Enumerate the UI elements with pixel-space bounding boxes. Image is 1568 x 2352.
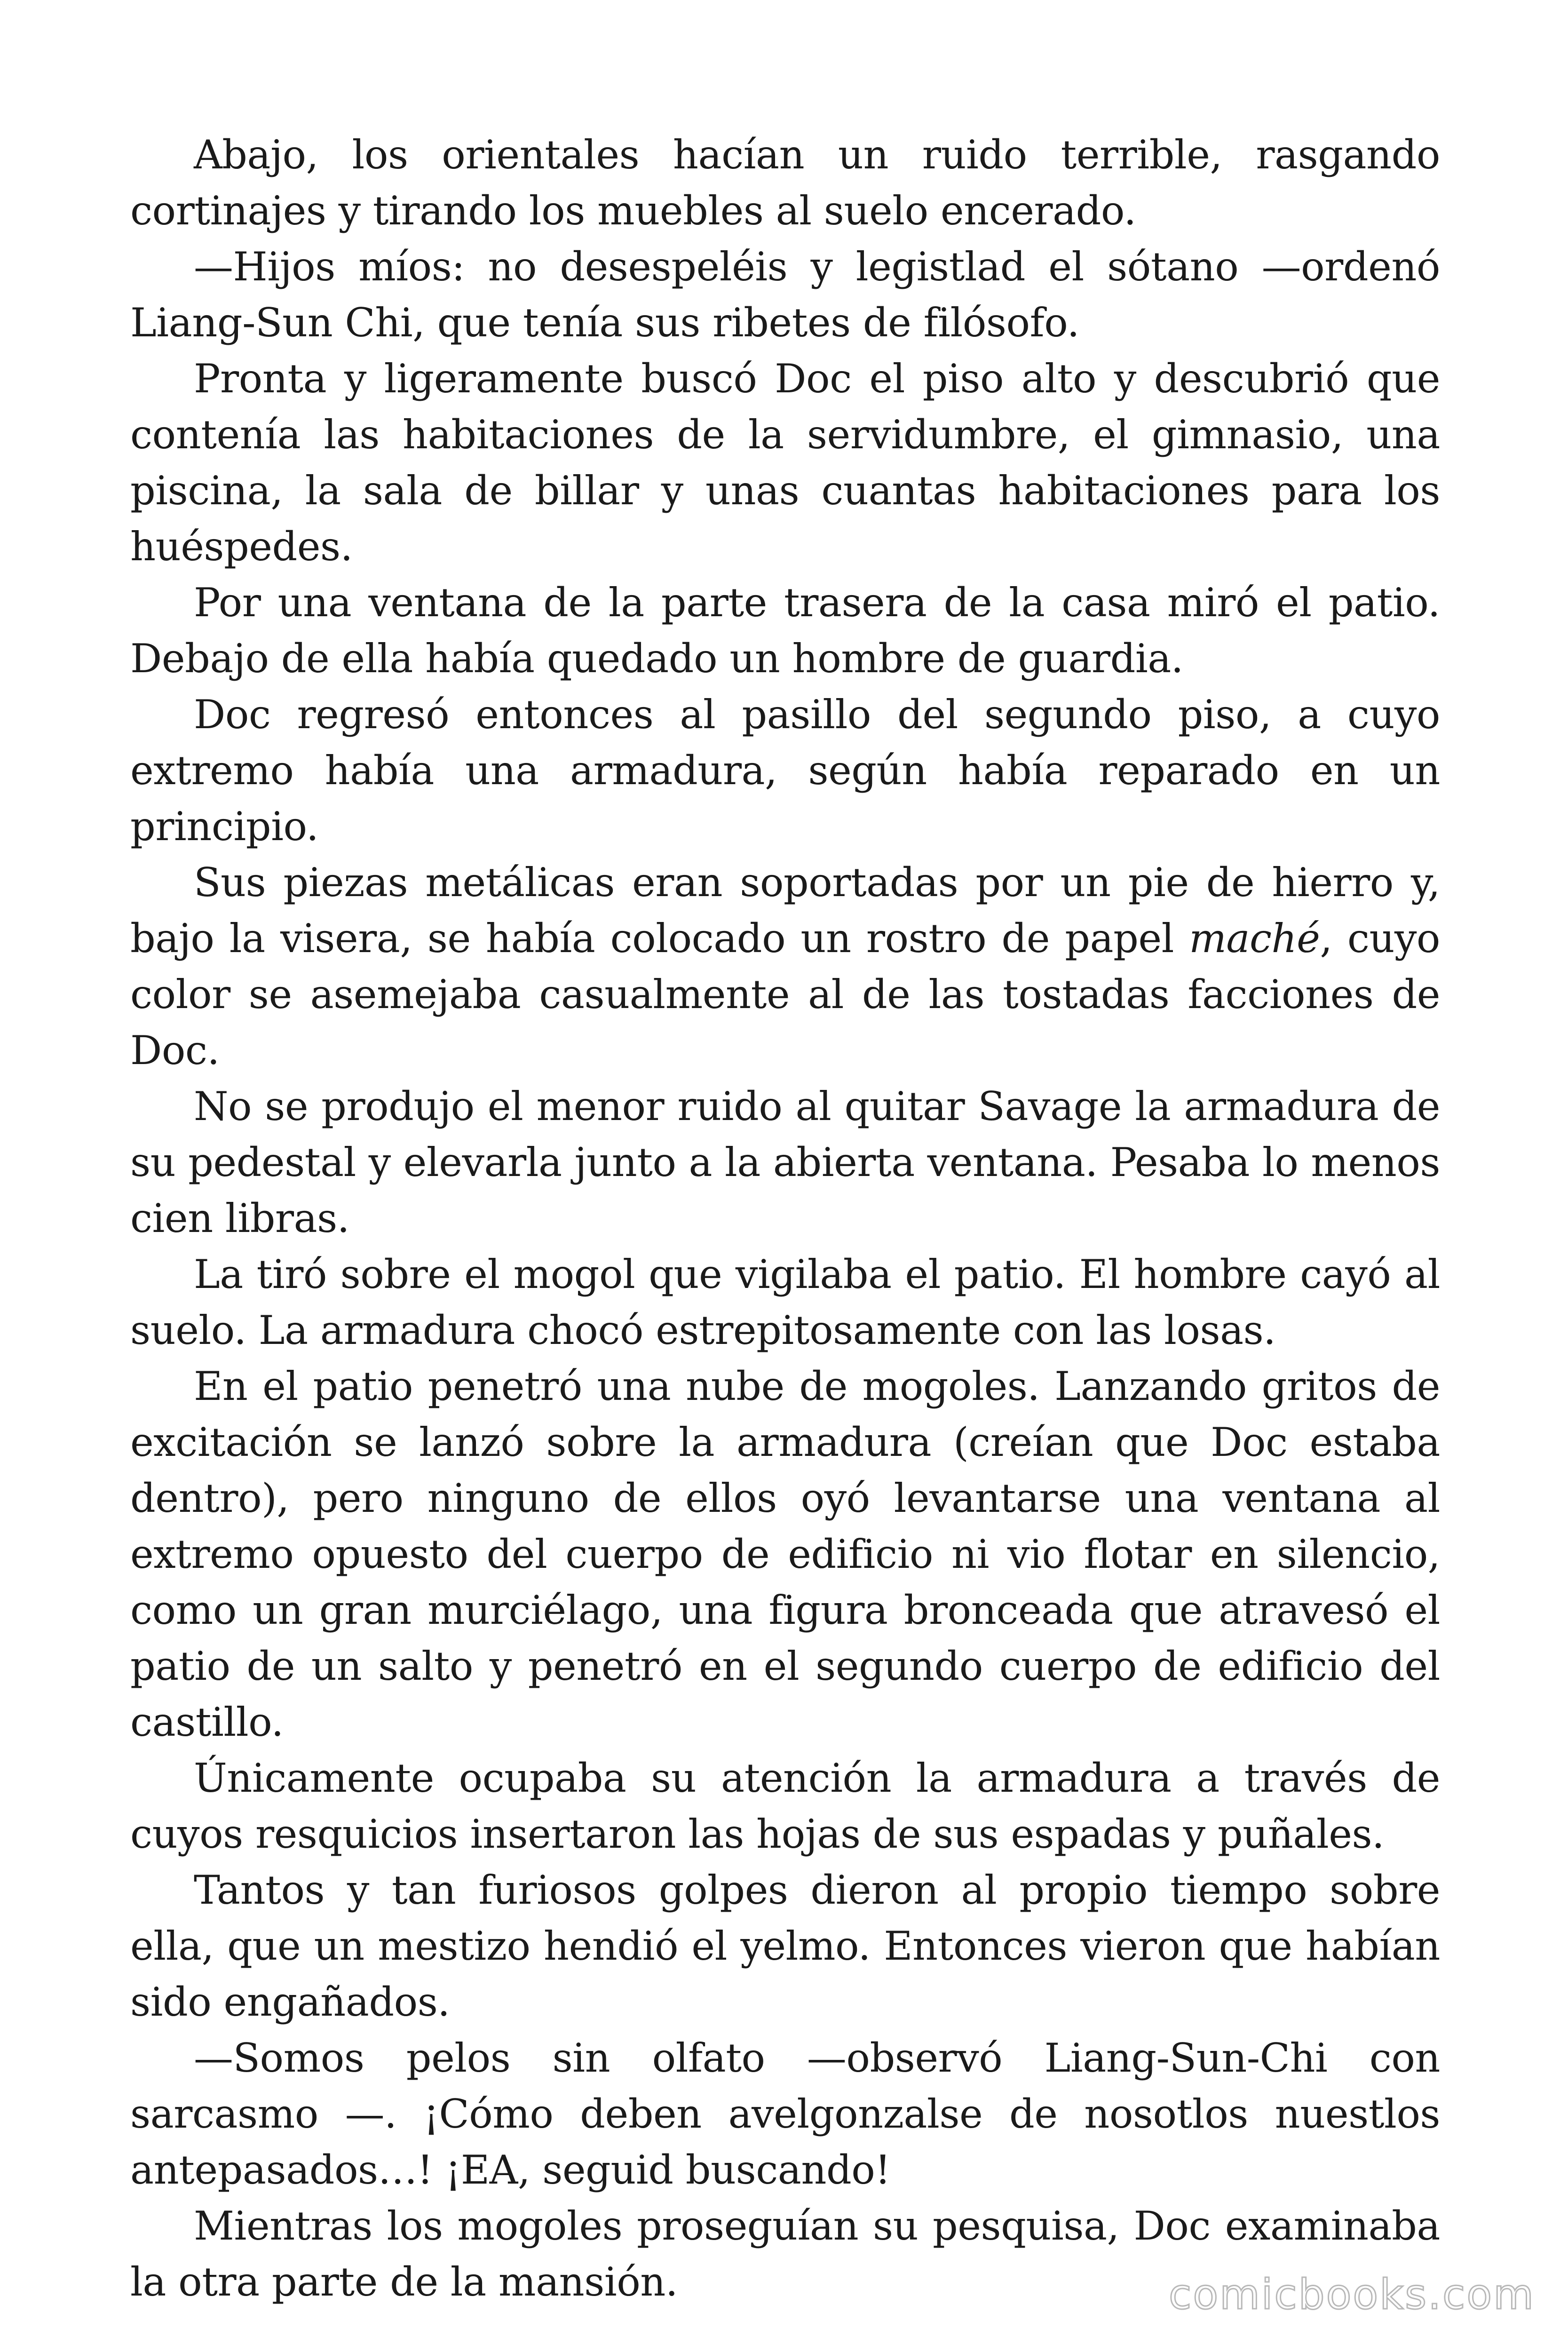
paragraph-2: —Hijos míos: no desespeléis y legistlad el sótano —ordenó Liang-Sun Chi, que tenía sus ribetes de filósofo. [130, 244, 1440, 346]
paragraph-3: Pronta y ligeramente buscó Doc el piso alto y descubrió que contenía las habitaciones de la servidumbre, el gimnasio, una piscina, la sala de billar y unas cuantas habitaciones para los huéspedes. [130, 356, 1440, 570]
paragraph-6-italic: maché [1189, 915, 1320, 961]
paragraph-8: La tiró sobre el mogol que vigilaba el patio. El hombre cayó al suelo. La armadura chocó estrepitosamente con las losas. [130, 1251, 1440, 1353]
page-body [130, 127, 1440, 2310]
paragraph-9: En el patio penetró una nube de mogoles. Lanzando gritos de excitación se lanzó sobre la armadura (creían que Doc estaba dentro), pero ninguno de ellos oyó levantarse una ventana al extremo opuesto del cuerpo de edificio ni vio flotar en silencio, como un gran murciélago, una figura bronceada que atravesó el patio de un salto y penetró en el segundo cuerpo de edificio del castillo. [130, 1363, 1440, 1745]
paragraph-10: Únicamente ocupaba su atención la armadura a través de cuyos resquicios insertaron las hojas de sus espadas y puñales. [130, 1755, 1440, 1857]
paragraph-1: Abajo, los orientales hacían un ruido terrible, rasgando cortinajes y tirando los muebles al suelo encerado. [130, 132, 1440, 234]
paragraph-13: Mientras los mogoles proseguían su pesquisa, Doc examinaba la otra parte de la mansión. [130, 2203, 1440, 2305]
paragraph-12: —Somos pelos sin olfato —observó Liang-Sun-Chi con sarcasmo —. ¡Cómo deben avelgonzalse de nosotlos nuestlos antepasados…! ¡EA, seguid buscando! [130, 2035, 1440, 2193]
watermark: comicbooks.com [1168, 2270, 1535, 2319]
paragraph-6-before: Sus piezas metálicas eran soportadas por un pie de hierro y, bajo la visera, se había colocado un rostro de papel [130, 859, 1440, 961]
paragraph-5: Doc regresó entonces al pasillo del segundo piso, a cuyo extremo había una armadura, según había reparado en un principio. [130, 691, 1440, 850]
paragraph-6 [130, 855, 1440, 1079]
paragraph-6-after: , cuyo color se asemejaba casualmente al de las tostadas facciones de Doc. [130, 915, 1440, 1073]
paragraph-4: Por una ventana de la parte trasera de la casa miró el patio. Debajo de ella había quedado un hombre de guardia. [130, 580, 1440, 682]
paragraph-7: No se produjo el menor ruido al quitar Savage la armadura de su pedestal y elevarla junto a la abierta ventana. Pesaba lo menos cien libras. [130, 1083, 1440, 1241]
paragraph-11: Tantos y tan furiosos golpes dieron al propio tiempo sobre ella, que un mestizo hendió el yelmo. Entonces vieron que habían sido engañados. [130, 1867, 1440, 2025]
